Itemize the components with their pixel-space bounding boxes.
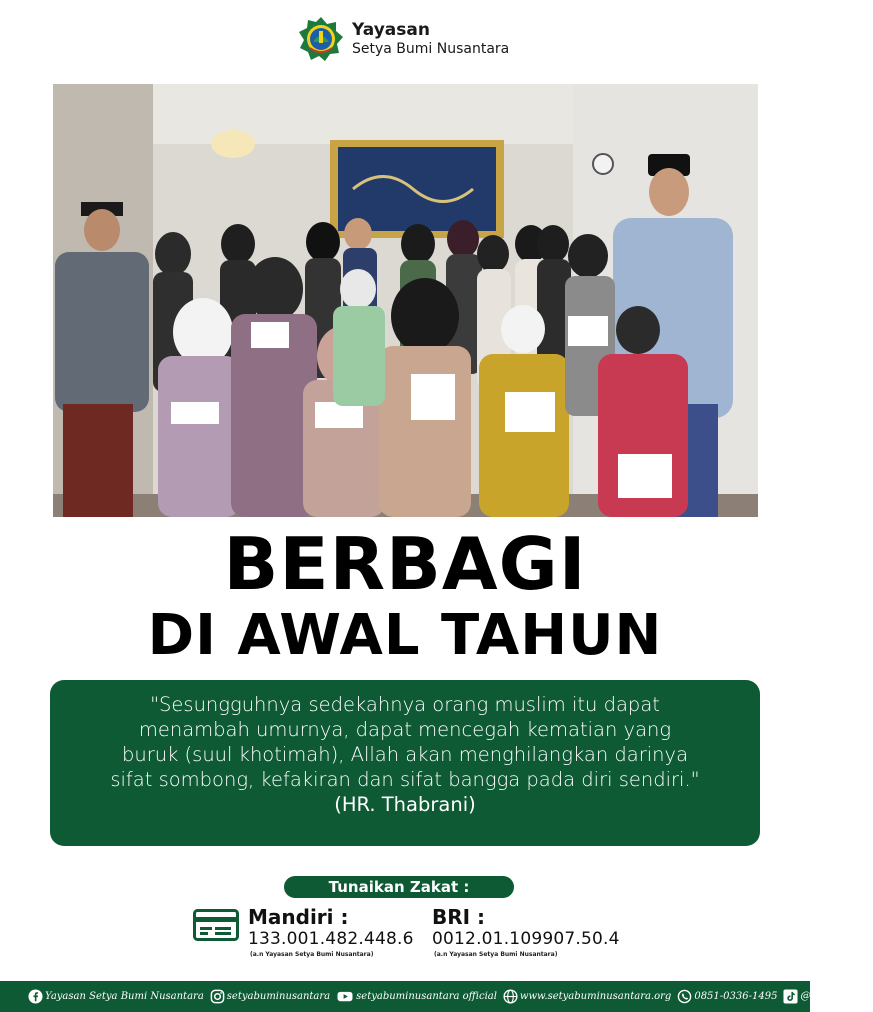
title-line2: DI AWAL TAHUN — [147, 603, 663, 668]
quote-line: sifat sombong, kefakiran dan sifat bangga pada diri sendiri." — [110, 768, 700, 791]
bank-bri — [432, 906, 620, 960]
footer — [0, 981, 873, 1012]
globe-icon — [503, 989, 518, 1004]
footer-text: setyabuminusantara official — [356, 991, 497, 1002]
quote-source: (HR. Thabrani) — [334, 793, 476, 816]
account-number: 133.001.482.448.6 — [248, 929, 414, 949]
quote-line: menambah umurnya, dapat mencegah kematian yang — [138, 718, 672, 741]
quote-line: "Sesungguhnya sedekahnya orang muslim itu dapat — [150, 693, 660, 716]
quote-line: buruk (suul khotimah), Allah akan menghilangkan darinya — [121, 743, 689, 766]
yayasan-logo-icon — [298, 16, 344, 62]
footer-whatsapp[interactable] — [677, 989, 777, 1004]
org-name-line1: Yayasan — [352, 20, 430, 40]
instagram-icon — [210, 989, 225, 1004]
facebook-icon — [28, 989, 43, 1004]
bank-name: Mandiri : — [248, 905, 349, 929]
payment-card-icon — [193, 909, 239, 941]
footer-text: setyabuminusantara — [226, 991, 331, 1002]
title-line1: BERBAGI — [223, 522, 587, 606]
footer-youtube[interactable] — [336, 989, 497, 1004]
footer-website[interactable] — [503, 989, 671, 1004]
account-number: 0012.01.109907.50.4 — [432, 929, 620, 949]
quote-box — [50, 680, 760, 846]
tiktok-icon — [783, 989, 798, 1004]
account-holder: (a.n Yayasan Setya Bumi Nusantara) — [434, 951, 558, 958]
footer-text: @ysbn_official — [800, 991, 873, 1002]
header — [298, 16, 509, 62]
footer-tiktok[interactable] — [783, 989, 873, 1004]
whatsapp-icon — [677, 989, 692, 1004]
org-name-line2: Setya Bumi Nusantara — [352, 41, 510, 57]
footer-text: Yayasan Setya Bumi Nusantara — [45, 991, 204, 1002]
bank-mandiri — [248, 906, 414, 960]
youtube-icon — [336, 989, 354, 1004]
footer-instagram[interactable] — [210, 989, 330, 1004]
bank-name: BRI : — [432, 905, 486, 929]
zakat-label: Tunaikan Zakat : — [284, 876, 514, 898]
org-name — [352, 20, 509, 58]
footer-facebook[interactable] — [28, 989, 204, 1004]
footer-text: www.setyabuminusantara.org — [519, 991, 672, 1002]
group-photo — [53, 84, 758, 517]
account-holder: (a.n Yayasan Setya Bumi Nusantara) — [250, 951, 374, 958]
footer-text: 0851-0336-1495 — [694, 991, 778, 1002]
